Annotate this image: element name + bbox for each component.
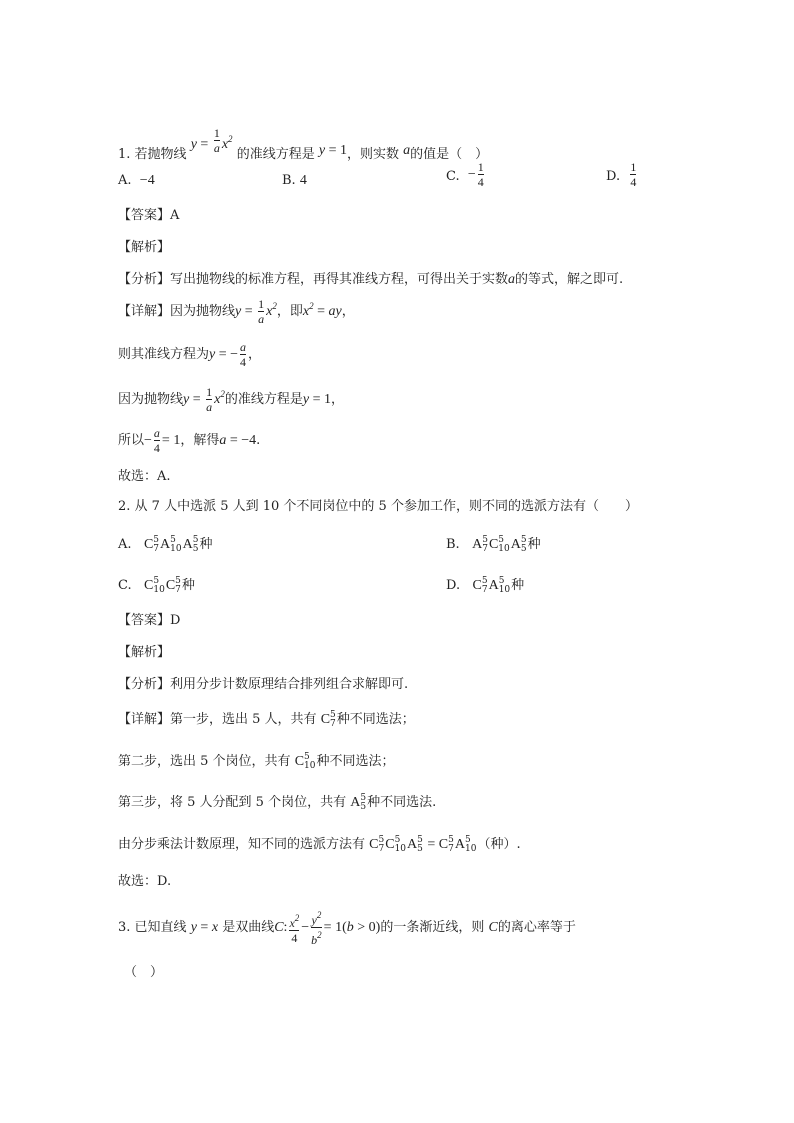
q1-detail-1: 【详解】因为抛物线y = $\frac{1}{a}$ $x^2$，即$x^2$ = ay， <box>118 297 355 326</box>
q2-option-a[interactable]: A. C 5 7 A 5 10 A 5 5 种 <box>118 534 213 554</box>
q1-detail-4: 所以− $\frac{a}{4}$ = 1，解得a = −4. <box>118 426 261 455</box>
q3-stem: 3. 已知直线 y = x 是双曲线C: $\frac{x^2}{4}$ − $\frac{y^2}{b^2}$ = 1(b > 0)的一条渐近线，则 C的离心率等于 <box>118 910 576 947</box>
q2-fenxi: 【分析】利用分步计数原理结合排列组合求解即可. <box>118 677 409 692</box>
q2-detail-2: 第二步，选出 5 个岗位，共有 C 5 10 种不同选法； <box>118 751 395 771</box>
q3-paren: （ ） <box>124 965 164 980</box>
q1-jiexi: 【解析】 <box>118 240 171 255</box>
q2-jiexi: 【解析】 <box>118 645 171 660</box>
q1-guxuan: 故选：A. <box>118 469 171 484</box>
q2-detail-1: 【详解】第一步，选出 5 人，共有 C 5 7 种不同选法； <box>118 709 415 729</box>
q2-answer: 【答案】D <box>118 613 181 628</box>
q2-stem: 2. 从 7 人中选派 5 人到 10 个不同岗位中的 5 个参加工作，则不同的选派方法有（ ） <box>118 499 638 514</box>
q1-fenxi: 【分析】写出抛物线的标准方程，再得其准线方程，可得出关于实数a的等式，解之即可. <box>118 272 624 287</box>
q1-detail-2: 则其准线方程为y = − $\frac{a}{4}$ ， <box>118 340 262 369</box>
q1-option-a[interactable]: A. −4 <box>118 173 155 188</box>
q1-option-b[interactable]: B. 4 <box>282 173 307 188</box>
q1-detail-3: 因为抛物线y = $\frac{1}{a}$ $x^2$的准线方程是y = 1， <box>118 385 345 414</box>
q1-number: 1. <box>118 147 131 162</box>
q2-option-b[interactable]: B. A 5 7 C 5 10 A 5 5 种 <box>446 534 541 554</box>
q1-option-c[interactable]: C. − $\frac{1}{4}$ <box>446 160 484 189</box>
q2-guxuan: 故选：D. <box>118 874 172 889</box>
q1-answer: 【答案】A <box>118 208 180 223</box>
q2-option-d[interactable]: D. C 5 7 A 5 10 种 <box>446 575 525 595</box>
q2-detail-4: 由分步乘法计数原理，知不同的选派方法有 C 5 7 C 5 10 A 5 5 = C 5 7 A 5 10 （种）. <box>118 834 521 854</box>
q1-stem: 1. 若抛物线 y = $\frac{1}{a}$ $x^2$ 的准线方程是 y = 1，则实数 a的值是（ ） <box>118 126 489 162</box>
q1-option-d[interactable]: D. $\frac{1}{4}$ <box>606 160 637 189</box>
q2-detail-3: 第三步，将 5 人分配到 5 个岗位，共有 A 5 5 种不同选法. <box>118 792 437 812</box>
q2-option-c[interactable]: C. C 5 10 C 5 7 种 <box>118 575 195 595</box>
